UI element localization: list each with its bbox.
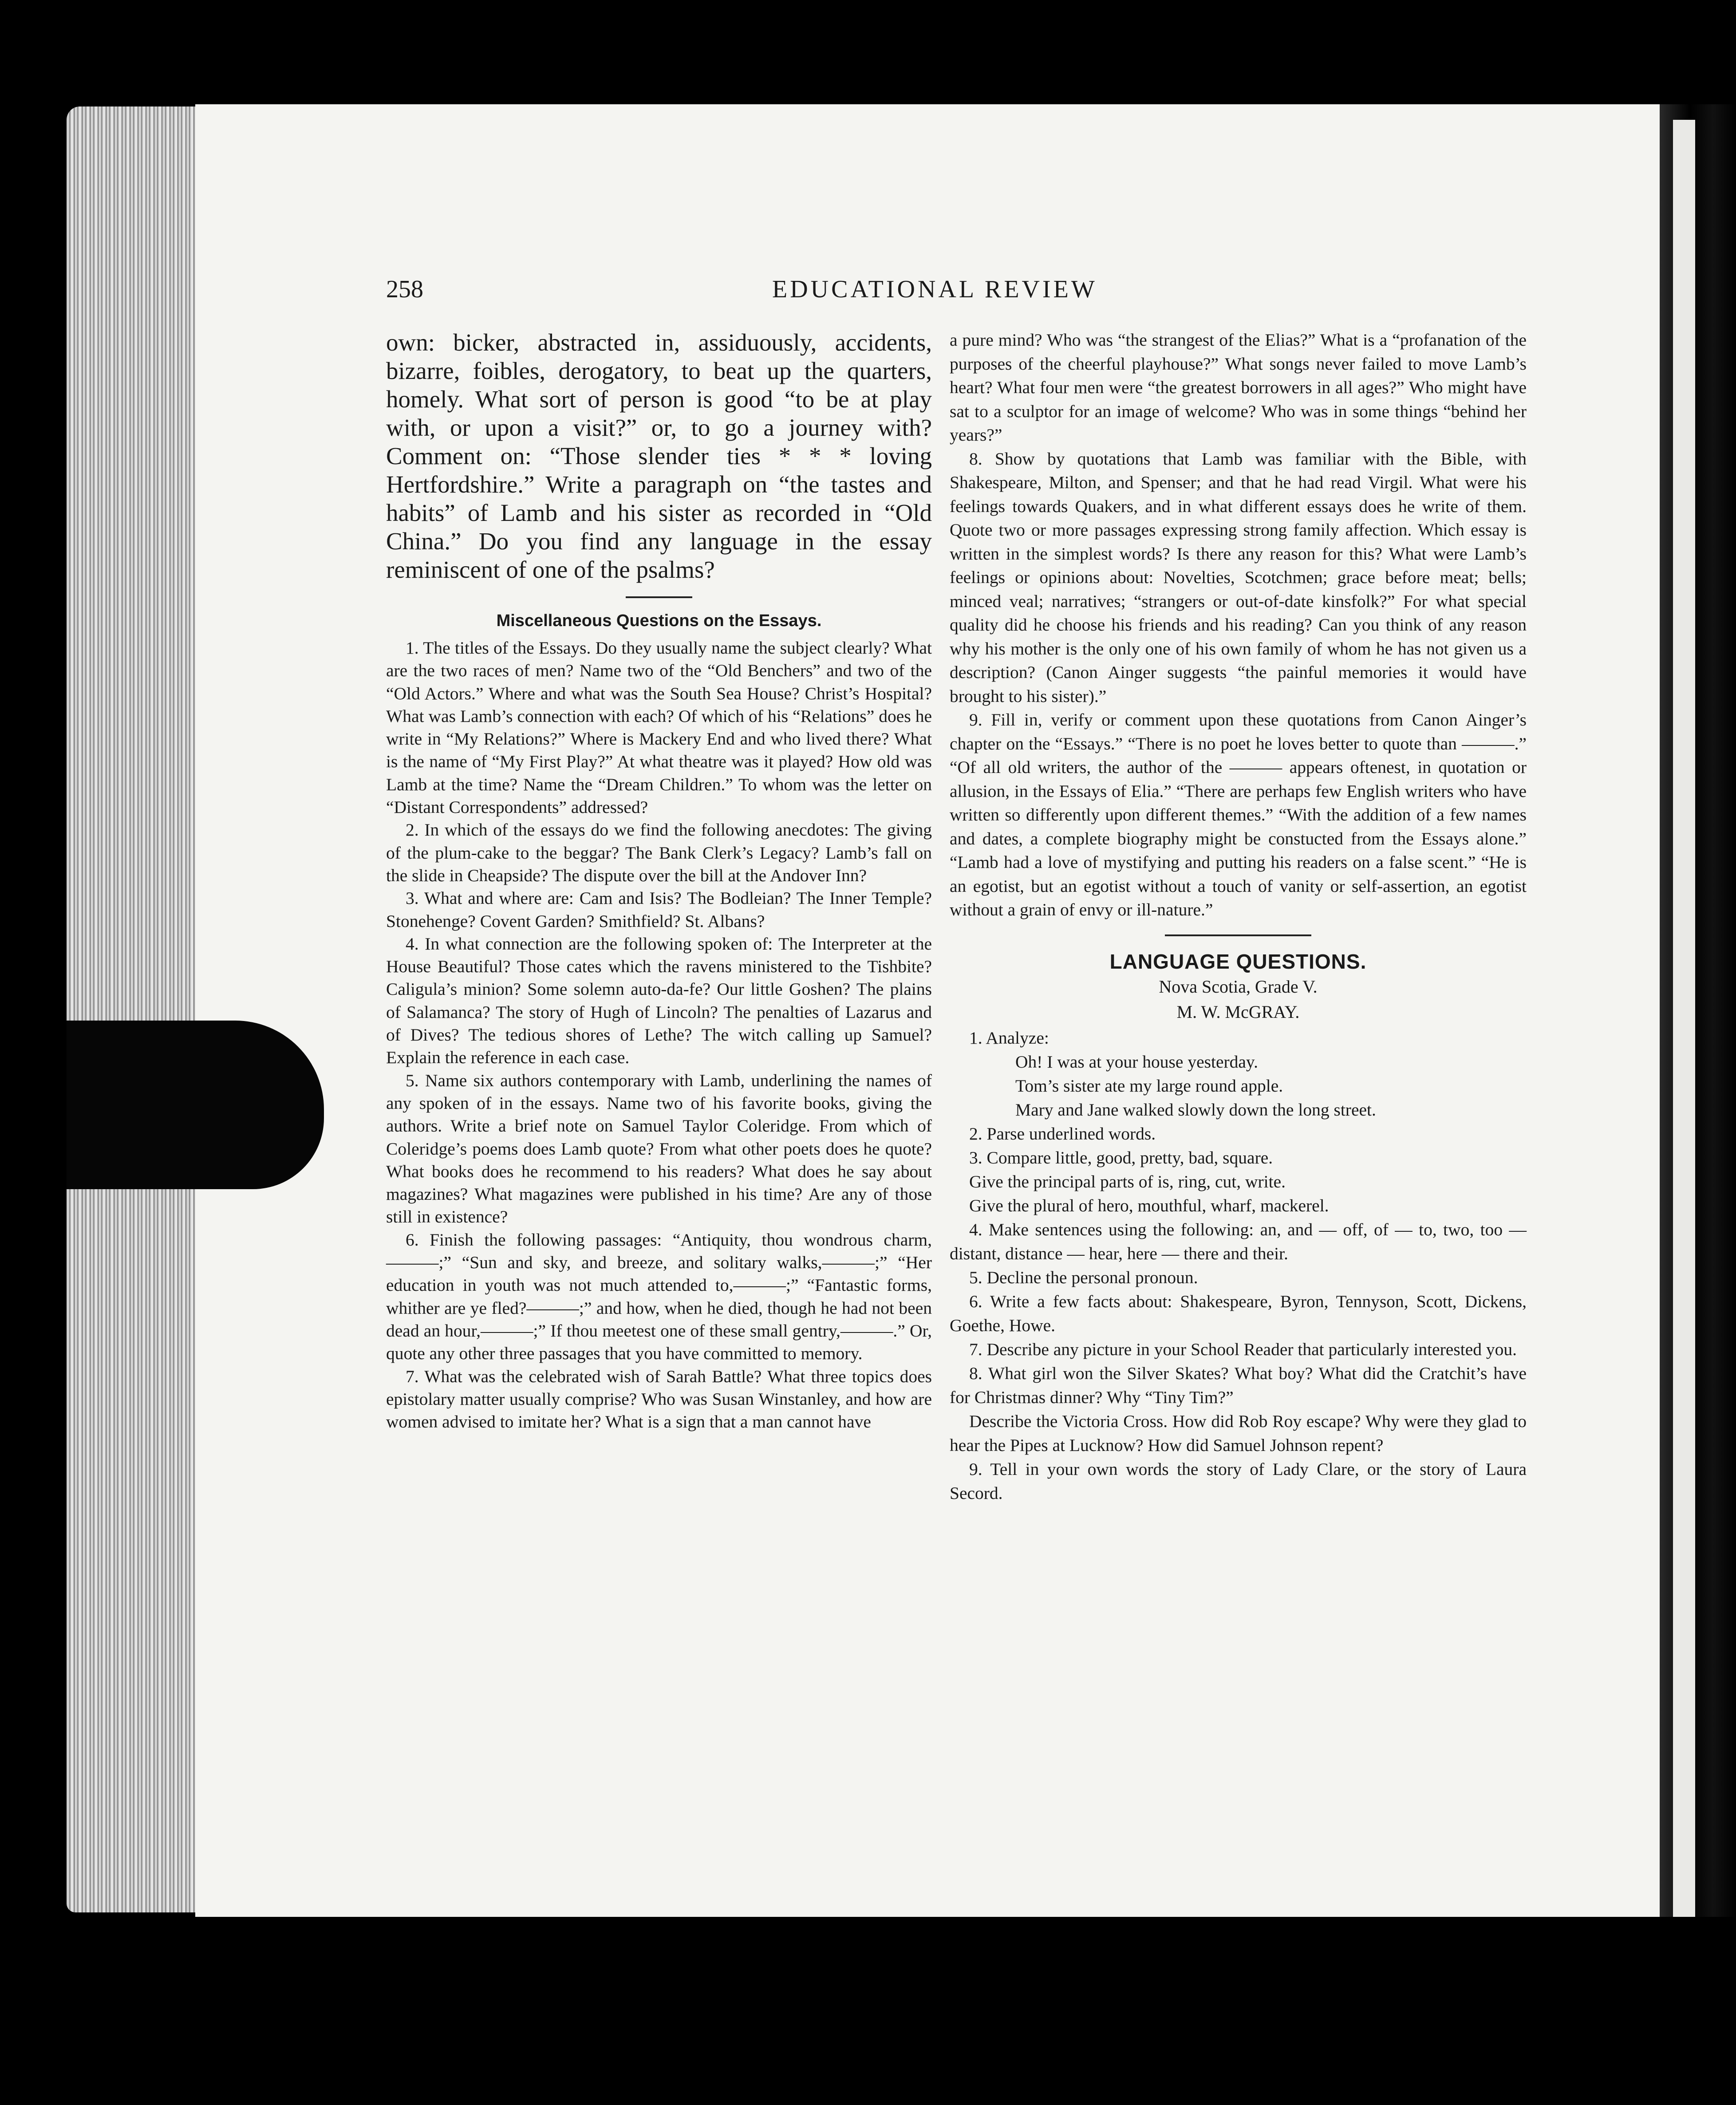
thumb-shadow [67,1021,324,1189]
question-2: 2. In which of the essays do we find the following anecdotes: The giving of the plum-cake to the beggar? The Bank Clerk’s Legacy? Lamb’s fall on the slide in Cheapside? The dispute over the bill at the Andover Inn? [386,820,932,885]
journal-title: EDUCATIONAL REVIEW [772,276,1097,303]
section-rule [626,596,692,598]
lq-example-1: Oh! I was at your house yesterday. [1015,1052,1258,1072]
question-6: 6. Finish the following passages: “Antiquity, thou wondrous charm,———;” “Sun and sky, and breeze, and solitary walks,———;” “Her education in youth was not much attended to,———;” “Fantastic forms, whither are ye fled?———;” and how, when he died, though he had not been dead an hour,———;” If thou meetest one of these small gentry,———.” Or, quote any other three passages that you have committed to memory. [386,1230,932,1364]
question-9: 9. Fill in, verify or comment upon these quotations from Canon Ainger’s chapter on the “Essays.” “There is no poet he loves better to quote than ———.” “Of all old writers, the author of the ——— appears oftenest, in quotation or allusion, in the Essays of Elia.” “There are perhaps few English writers who have written so differently upon different themes.” “With the addition of a few names and dates, a complete biography might be constucted from the Essays alone.” “Lamb had a love of mystifying and putting his readers on a false scent.” “He is an egotist, but an egotist without a touch of vanity or self-assertion, an egotist without a grain of envy or ill-nature.” [950,710,1527,919]
lead-paragraph: own: bicker, abstracted in, assiduously, accidents, bizarre, foibles, derogatory, to beat up the quarters, homely. What sort of person is good “to be at play with, or upon a visit?” or, to go a journey with? Comment on: “Those slender ties * * * loving Hertfordshire.” Write a paragraph on “the tastes and habits” of Lamb and his sister as recorded in “Old China.” Do you find any language in the essay reminiscent of one of the psalms? [386,329,932,583]
lq-item-6: 6. Write a few facts about: Shakespeare, Byron, Tennyson, Scott, Dickens, Goethe, Howe. [950,1291,1527,1335]
lq-example-2: Tom’s sister ate my large round apple. [1015,1076,1283,1096]
question-7-continued: a pure mind? Who was “the strangest of the Elias?” What is a “profanation of the purposes of the cheerful playhouse?” What songs never failed to move Lamb’s heart? What four men were “the greatest borrowers in all ages?” Who might have sat to a sculptor for an image of welcome? Who was in some things “behind her years?” [950,330,1527,445]
lq-line-plural: Give the plural of hero, mouthful, wharf, mackerel. [969,1195,1329,1215]
language-questions-author: M. W. McGRAY. [1176,1001,1300,1022]
language-questions-subtitle: Nova Scotia, Grade V. [1159,976,1318,997]
lq-item-3: 3. Compare little, good, pretty, bad, square. [969,1147,1273,1167]
running-header [386,275,1531,311]
question-3: 3. What and where are: Cam and Isis? The Bodleian? The Inner Temple? Stonehenge? Covent Garden? Smithfield? St. Albans? [386,888,932,931]
language-questions-title: LANGUAGE QUESTIONS. [1109,950,1367,973]
right-column [950,328,1527,1505]
page-stack-edges [67,106,200,1912]
lq-item-4: 4. Make sentences using the following: an, and — off, of — to, two, too — distant, distance — hear, here — there and their. [950,1219,1527,1263]
lq-item-2: 2. Parse underlined words. [969,1123,1156,1143]
lq-item-7: 7. Describe any picture in your School Reader that particularly interested you. [969,1339,1517,1359]
lq-example-3: Mary and Jane walked slowly down the long street. [1015,1100,1376,1120]
question-8: 8. Show by quotations that Lamb was familiar with the Bible, with Shakespeare, Milton, and Spenser; and that he had read Virgil. What were his feelings towards Quakers, and in what different essays does he write of them. Quote two or more passages expressing strong family affection. Which essay is written in the simplest words? Is there any reason for this? What were Lamb’s feelings or opinions about: Novelties, Scotchmen; grace before meat; bells; minced veal; narratives; “strangers or out-of-date kinsfolk?” For what special quality did he choose his friends and his reading? Can you think of any reason why his mother is the only one of his own family of whom he has not given us a description? (Canon Ainger suggests “the painful memories it would have brought to his sister).” [950,449,1527,706]
section-heading: Miscellaneous Questions on the Essays. [496,611,822,630]
question-1: 1. The titles of the Essays. Do they usually name the subject clearly? What are the two races of men? Name two of the “Old Benchers” and two of the “Old Actors.” Where and what was the South Sea House? Christ’s Hospital? What was Lamb’s connection with each? Of which of his “Relations” does he write in “My Relations?” Where is Mackery End and who lived there? What is the name of “My First Play?” At what theatre was it played? How old was Lamb at the time? Name the “Dream Children.” To whom was the letter on “Distant Correspondents” addressed? [386,638,932,817]
left-column [386,328,932,1433]
question-4: 4. In what connection are the following spoken of: The Interpreter at the House Beautiful? Those cates which the ravens ministered to the Tishbite? Caligula’s minion? Some solemn auto-da-fe? Our little Goshen? The plains of Salamanca? The story of Hugh of Lincoln? The penalties of Lazarus and of Dives? The tedious shores of Lethe? The witch calling up Samuel? Explain the reference in each case. [386,934,932,1068]
lq-item-5: 5. Decline the personal pronoun. [969,1267,1198,1287]
lq-item-8: 8. What girl won the Silver Skates? What boy? What did the Cratchit’s have for Christmas dinner? Why “Tiny Tim?” [950,1363,1527,1407]
lq-item-9: 9. Tell in your own words the story of Lady Clare, or the story of Laura Secord. [950,1459,1527,1503]
question-7: 7. What was the celebrated wish of Sarah Battle? What three topics does epistolary matter usually comprise? Who was Susan Winstanley, and how are women advised to imitate her? What is a sign that a man cannot have [386,1366,932,1432]
lq-line-principal-parts: Give the principal parts of is, ring, cut, write. [969,1171,1286,1191]
lq-item-1: 1. Analyze: [969,1028,1049,1048]
book-gutter [1660,104,1736,1917]
language-rule [1165,934,1311,936]
page-number: 258 [386,276,423,303]
facing-page-edge [1673,120,1695,1917]
question-5: 5. Name six authors contemporary with Lamb, underlining the names of any spoken of in the essays. Name two of his favorite books, giving the authors. Write a brief note on Samuel Taylor Coleridge. From which of Coleridge’s poems does Lamb quote? From what other poets does he quote? What books does he recommend to his readers? What does he say about magazines? What magazines were published in his time? Are any of those still in existence? [386,1070,932,1227]
lq-item-8-continued: Describe the Victoria Cross. How did Rob Roy escape? Why were they glad to hear the Pipes at Lucknow? How did Samuel Johnson repent? [950,1411,1527,1455]
